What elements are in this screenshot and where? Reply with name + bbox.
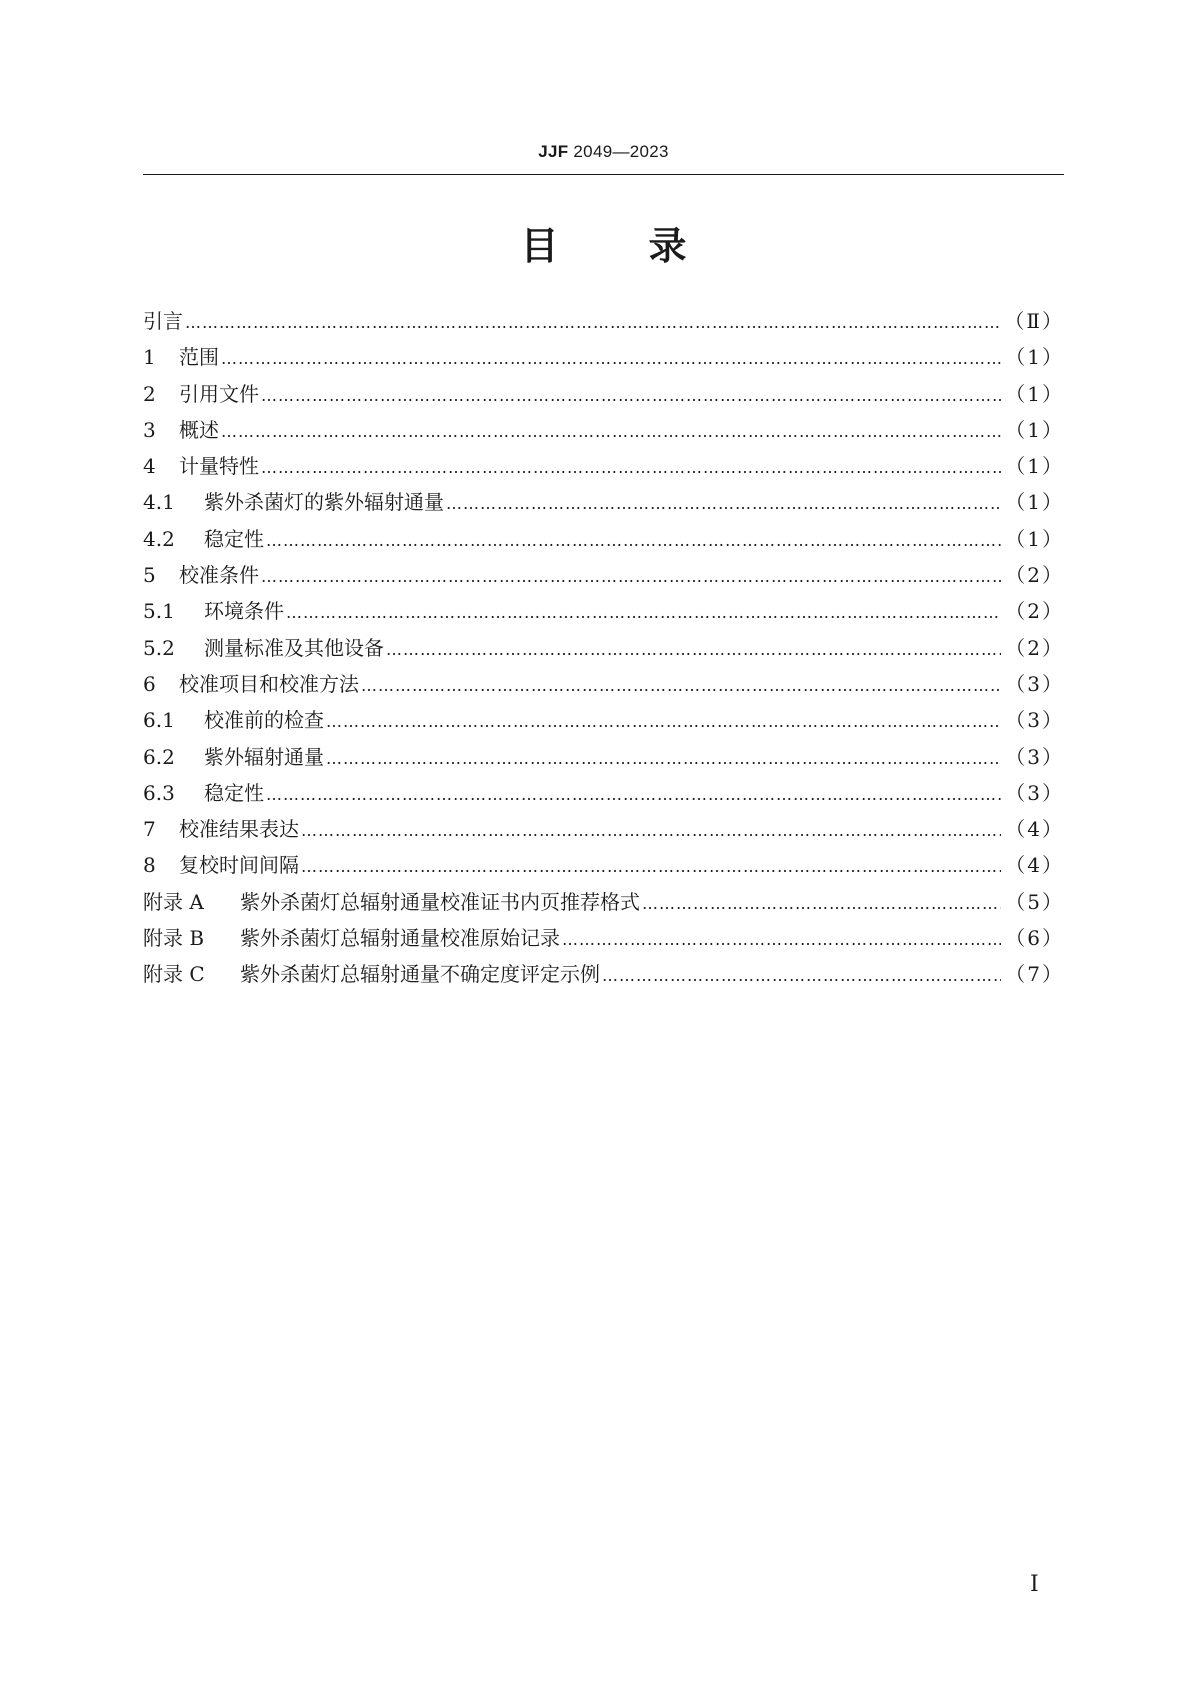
toc-entry-label: 校准项目和校准方法 xyxy=(179,671,359,696)
toc-entry-label: 概述 xyxy=(179,417,219,442)
toc-entry[interactable] xyxy=(143,884,1064,920)
toc-title xyxy=(143,220,1064,272)
toc-entry-number: 4.1 xyxy=(143,490,175,515)
toc-dot-leader xyxy=(286,595,1001,631)
toc-entry-page: （1） xyxy=(1005,526,1064,551)
toc-entry[interactable] xyxy=(143,376,1064,412)
toc-entry-page: （1） xyxy=(1005,345,1064,370)
toc-entry-page: （3） xyxy=(1005,708,1064,733)
toc-entry-number: 附录 C xyxy=(143,962,205,987)
toc-entry-label: 紫外杀菌灯总辐射通量校准原始记录 xyxy=(240,926,560,951)
toc-entry-label: 测量标准及其他设备 xyxy=(204,635,384,660)
toc-dot-leader xyxy=(446,486,1001,522)
page-number: I xyxy=(1030,1572,1039,1597)
toc-entry-number: 7 xyxy=(143,817,156,842)
toc-entry-number: 2 xyxy=(143,381,156,406)
toc-entry[interactable] xyxy=(143,775,1064,811)
toc-entry-page: （2） xyxy=(1005,563,1064,588)
toc-dot-leader xyxy=(261,378,1001,414)
toc-entry-page: （1） xyxy=(1005,381,1064,406)
toc-entry[interactable] xyxy=(143,521,1064,557)
toc-entry[interactable] xyxy=(143,666,1064,702)
header-rule xyxy=(143,174,1064,175)
toc-entry[interactable] xyxy=(143,811,1064,847)
toc-dot-leader xyxy=(185,305,1000,341)
toc-entry-label: 引用文件 xyxy=(179,381,259,406)
toc-entry-label: 紫外辐射通量 xyxy=(204,744,324,769)
document-header xyxy=(143,142,1064,162)
toc-dot-leader xyxy=(361,668,1001,704)
toc-entry-page: （1） xyxy=(1005,417,1064,442)
toc-entry[interactable] xyxy=(143,484,1064,520)
toc-entry-page: （3） xyxy=(1005,744,1064,769)
toc-entry-number: 1 xyxy=(143,345,156,370)
toc-dot-leader xyxy=(261,559,1001,595)
toc-entry[interactable] xyxy=(143,593,1064,629)
toc-entry-number: 5.2 xyxy=(143,635,175,660)
toc-entry-page: （1） xyxy=(1005,490,1064,515)
toc-dot-leader xyxy=(221,341,1001,377)
toc-entry-label: 校准前的检查 xyxy=(204,708,324,733)
toc-dot-leader xyxy=(562,922,1001,958)
toc-entry[interactable] xyxy=(143,630,1064,666)
toc-entry[interactable] xyxy=(143,448,1064,484)
toc-entry[interactable] xyxy=(143,303,1064,339)
toc-dot-leader xyxy=(266,523,1001,559)
toc-entry-number: 附录 B xyxy=(143,926,205,951)
toc-entry-page: （4） xyxy=(1005,853,1064,878)
toc-entry-label: 计量特性 xyxy=(179,454,259,479)
toc-title-right: 录 xyxy=(648,224,687,268)
toc-dot-leader xyxy=(261,450,1001,486)
toc-entry-page: （Ⅱ） xyxy=(1004,309,1064,333)
toc-entry-page: （5） xyxy=(1005,889,1064,914)
toc-entry[interactable] xyxy=(143,920,1064,956)
toc-entry-number: 4.2 xyxy=(143,526,175,551)
toc-dot-leader xyxy=(301,813,1001,849)
toc-entry-number: 3 xyxy=(143,417,156,442)
toc-entry-page: （1） xyxy=(1005,454,1064,479)
toc-entry-label: 复校时间间隔 xyxy=(179,853,299,878)
toc-entry-page: （3） xyxy=(1005,671,1064,696)
toc-entry[interactable] xyxy=(143,702,1064,738)
toc-entry-number: 5 xyxy=(143,563,156,588)
toc-entry-label: 环境条件 xyxy=(204,599,284,624)
toc-dot-leader xyxy=(326,704,1001,740)
standard-code-prefix: JJF xyxy=(538,142,569,161)
toc-entry-label: 范围 xyxy=(179,345,219,370)
toc-entry-label: 引言 xyxy=(143,309,183,333)
toc-entry[interactable] xyxy=(143,956,1064,992)
toc-entry[interactable] xyxy=(143,339,1064,375)
toc-entry-label: 校准结果表达 xyxy=(179,817,299,842)
toc-entry-label: 紫外杀菌灯的紫外辐射通量 xyxy=(204,490,444,515)
toc-entry-label: 校准条件 xyxy=(179,563,259,588)
toc-dot-leader xyxy=(301,849,1001,885)
toc-entry-number: 8 xyxy=(143,853,156,878)
toc-entry-label: 稳定性 xyxy=(204,526,264,551)
toc-dot-leader xyxy=(602,958,1001,994)
toc-entry[interactable] xyxy=(143,412,1064,448)
toc-dot-leader xyxy=(642,886,1001,922)
toc-entry-page: （2） xyxy=(1005,635,1064,660)
toc-entry-number: 6.2 xyxy=(143,744,175,769)
toc-entry[interactable] xyxy=(143,557,1064,593)
toc-title-left: 目 xyxy=(520,224,559,268)
toc-entry-label: 稳定性 xyxy=(204,780,264,805)
toc-entry-number: 6.3 xyxy=(143,780,175,805)
toc-entry-page: （2） xyxy=(1005,599,1064,624)
toc-entry[interactable] xyxy=(143,739,1064,775)
toc-dot-leader xyxy=(221,414,1001,450)
toc-dot-leader xyxy=(266,777,1001,813)
toc-entry[interactable] xyxy=(143,847,1064,883)
toc-entry-number: 6.1 xyxy=(143,708,175,733)
toc-entry-number: 5.1 xyxy=(143,599,175,624)
toc-entry-page: （6） xyxy=(1005,926,1064,951)
toc-entry-page: （4） xyxy=(1005,817,1064,842)
toc-dot-leader xyxy=(326,741,1001,777)
toc-dot-leader xyxy=(386,632,1001,668)
toc-entry-number: 4 xyxy=(143,454,156,479)
toc-entry-number: 6 xyxy=(143,671,156,696)
toc-entry-page: （3） xyxy=(1005,780,1064,805)
standard-code-number: 2049—2023 xyxy=(568,142,669,161)
table-of-contents xyxy=(143,303,1064,993)
toc-entry-label: 紫外杀菌灯总辐射通量不确定度评定示例 xyxy=(240,962,600,987)
toc-entry-label: 紫外杀菌灯总辐射通量校准证书内页推荐格式 xyxy=(240,889,640,914)
toc-entry-page: （7） xyxy=(1005,962,1064,987)
toc-entry-number: 附录 A xyxy=(143,889,204,914)
